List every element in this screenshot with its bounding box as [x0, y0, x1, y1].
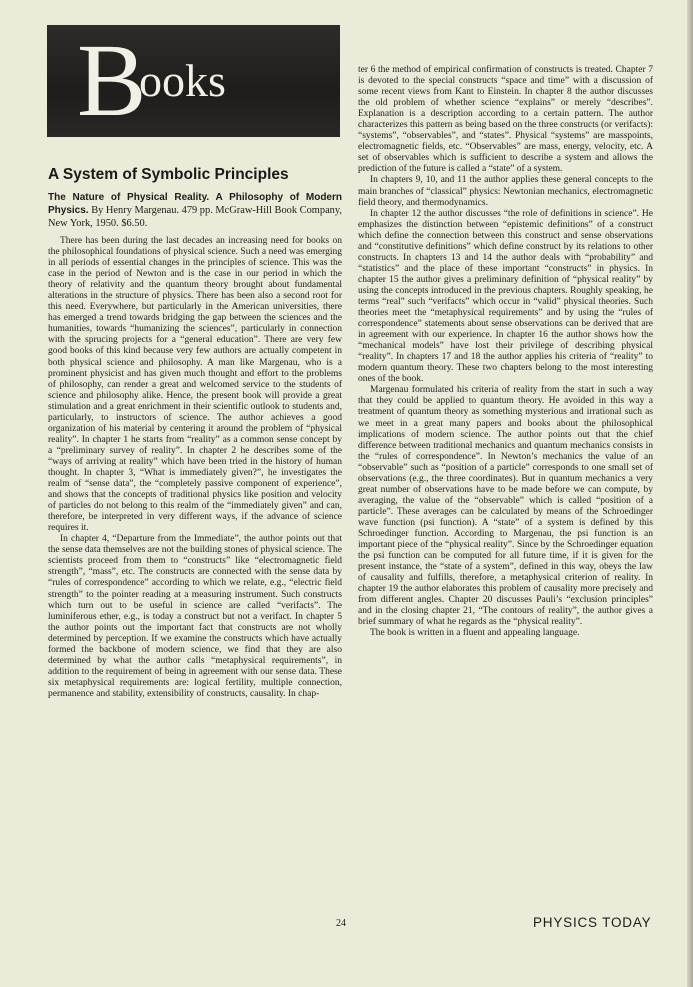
left-paragraph-2: In chapter 4, “Departure from the Immediate”, the author points out that the sense data themselves are not the building stones of physical science. The scientists proceed from them to “constructs” like “electromagnetic field strength”, “mass”, etc. The constructs are connected with the sense data by “rules of correspondence” according to which we relate, e.g., “electric field strength” to the pointer reading at a measuring instrument. Such constructs which turn out to be useful in science are called “verifacts”. The luminiferous ether, e.g., is today a construct but not a verifact. In chapter 5 the author points out the important fact that constructs are not wholly determined by perception. If we examine the constructs which have actually formed the backbone of modern science, we find that they are also determined by what the author calls “metaphysical requirements”, in addition to the requirement of being in agreement with our sense data. These six metaphysical requirements are: logical fertility, multiple connection, permanence and stability, extensibility of constructs, causality. In chap- [48, 534, 342, 699]
page-number: 24 [336, 918, 346, 929]
right-paragraph-5: The book is written in a fluent and appealing language. [370, 628, 580, 639]
left-paragraph-1: There has been during the last decades an increasing need for books on the philosophical foundations of physical science. Such a need was emerging in all periods of essential changes in the principles of science. This was the case in the period of Newton and is the case in our period in which the theory of relativity and the quantum theory brought about fundamental alterations in the structure of physics. There has been also a second root for this need. Everywhere, but particularly in the American universities, there has emerged a trend towards bridging the gap between the sciences and the humanities, towards “humanizing the sciences”, particularly in connection with the sprucing projects for a “general education”. There are very few good books of this kind because very few authors are actually competent in both physical science and philosophy. A man like Margenau, who is a prominent physicist and has given much thought and effort to the problems of philosophy, can render a great and welcomed service to the students of science and philosophy alike. Hence, the present book will provide a great stimulation and a great enrichment in their scientific outlook to students and, particularly, to instructors of science. The author achieves a good organization of his material by centering it around the problem of “physical reality”. In chapter 1 he starts from “reality” as a common sense concept by a “preliminary survey of reality”. In chapter 2 he describes some of the “ways of arriving at reality” which have been tried in the history of human thought. In chapter 3, “What is immediately given?”, he investigates the realm of “sense data”, the “completely passive component of experience”, and shows that the concepts of traditional physics like position and velocity of particles do not belong to this realm of the “immediately given” and can, therefore, be interpreted in very different ways, if the advance of science requires it. [48, 236, 342, 534]
left-column [48, 236, 342, 700]
journal-name: PHYSICS TODAY [533, 915, 652, 930]
book-citation [48, 191, 342, 230]
page-edge [687, 0, 693, 987]
right-paragraph-1: ter 6 the method of empirical confirmation of constructs is treated. Chapter 7 is devoted to the special constructs “space and time” with a discussion of some recent views from Kant to Einstein. In chapter 8 the author discusses the old problem of whether science “explains” or merely “describes”. Explanation is a description according to a certain pattern. The author characterizes this pattern as being based on the three constructs (or verifacts): “systems”, “observables”, and “states”. Physical “systems” are masspoints, electromagnetic fields, etc. “Observables” are mass, energy, velocity, etc. A set of observables which is sufficient to describe a system and allows the prediction of the future is called a “state” of a system. [358, 65, 653, 175]
right-paragraph-3: In chapter 12 the author discusses “the role of definitions in science”. He emphasizes the distinction between “epistemic definitions” of a construct which define the connection between this construct and sense observations and “constitutive definitions” which define construct by its relations to other constructs. In chapters 13 and 14 the author deals with “probability” and “statistics” and the place of these important “constructs” in physics. In chapter 15 the author gives a preliminary definition of “physical reality” by using the concepts introduced in the previous chapters. Roughly speaking, he terms “real” such “verifacts” which occur in “valid” physical theories. Such theories meet the “metaphysical requirements” and by using the “rules of correspondence” statements about sense observations can be derived that are in agreement with our experience. In chapter 16 the author shows how the “mechanical models” have lost their privilege of describing physical “reality”. In chapters 17 and 18 the author applies his criteria of “reality” to modern quantum theory. These two chapters belong to the most interesting ones of the book. [358, 208, 653, 385]
right-paragraph-2: In chapters 9, 10, and 11 the author applies these general concepts to the main branches of “classical” physics: Newtonian mechanics, electromagnetic field theory, and thermodynamics. [358, 175, 653, 208]
review-heading: A System of Symbolic Principles [48, 166, 289, 183]
banner-initial: B [77, 23, 147, 138]
books-banner [47, 25, 340, 137]
right-paragraph-4: Margenau formulated his criteria of reality from the start in such a way that they could be applied to quantum theory. He avoided in this way a treatment of quantum theory as something mysterious and irrational such as we meet in a great many papers and books about the philosophical implications of modern science. The author points out that the chief difference between traditional mechanics and quantum mechanics consists in the “rules of correspondence”. In Newton’s mechanics the value of an “observable” such as “position of a particle” corresponds to one small set of observations (e.g., the three coordinates). But in quantum mechanics a very great number of observations have to be made before we can compute, by averaging, the value of the “observable” which is called “position of a particle”. These averages can be calculated by means of the Schroedinger wave function (psi function). A “state” of a system is defined by this Schroedinger function. According to Margenau, the psi function is an important piece of the “physical reality”. Since by the Schroedinger equation the psi function can be computed for all future time, if it is given for the present instance, the “state of a system”, defined in this way, obeys the law of causality and fulfills, therefore, a metaphysical criterion of reality. In chapter 19 the author elaborates this problem of causality more precisely and from different angles. Chapter 20 discusses Pauli’s “exclusion principles” and in the closing chapter 21, “The contours of reality”, the author gives a brief summary of what he regards as the “physical reality”. [358, 385, 653, 628]
right-column [358, 65, 653, 639]
book-title: The Nature of Physical Reality. A Philosophy of Modern Physics. [48, 192, 342, 216]
banner-text: ooks [139, 55, 226, 106]
book-details: By Henry Margenau. 479 pp. McGraw-Hill Book Company, New York, 1950. $6.50. [48, 205, 342, 229]
